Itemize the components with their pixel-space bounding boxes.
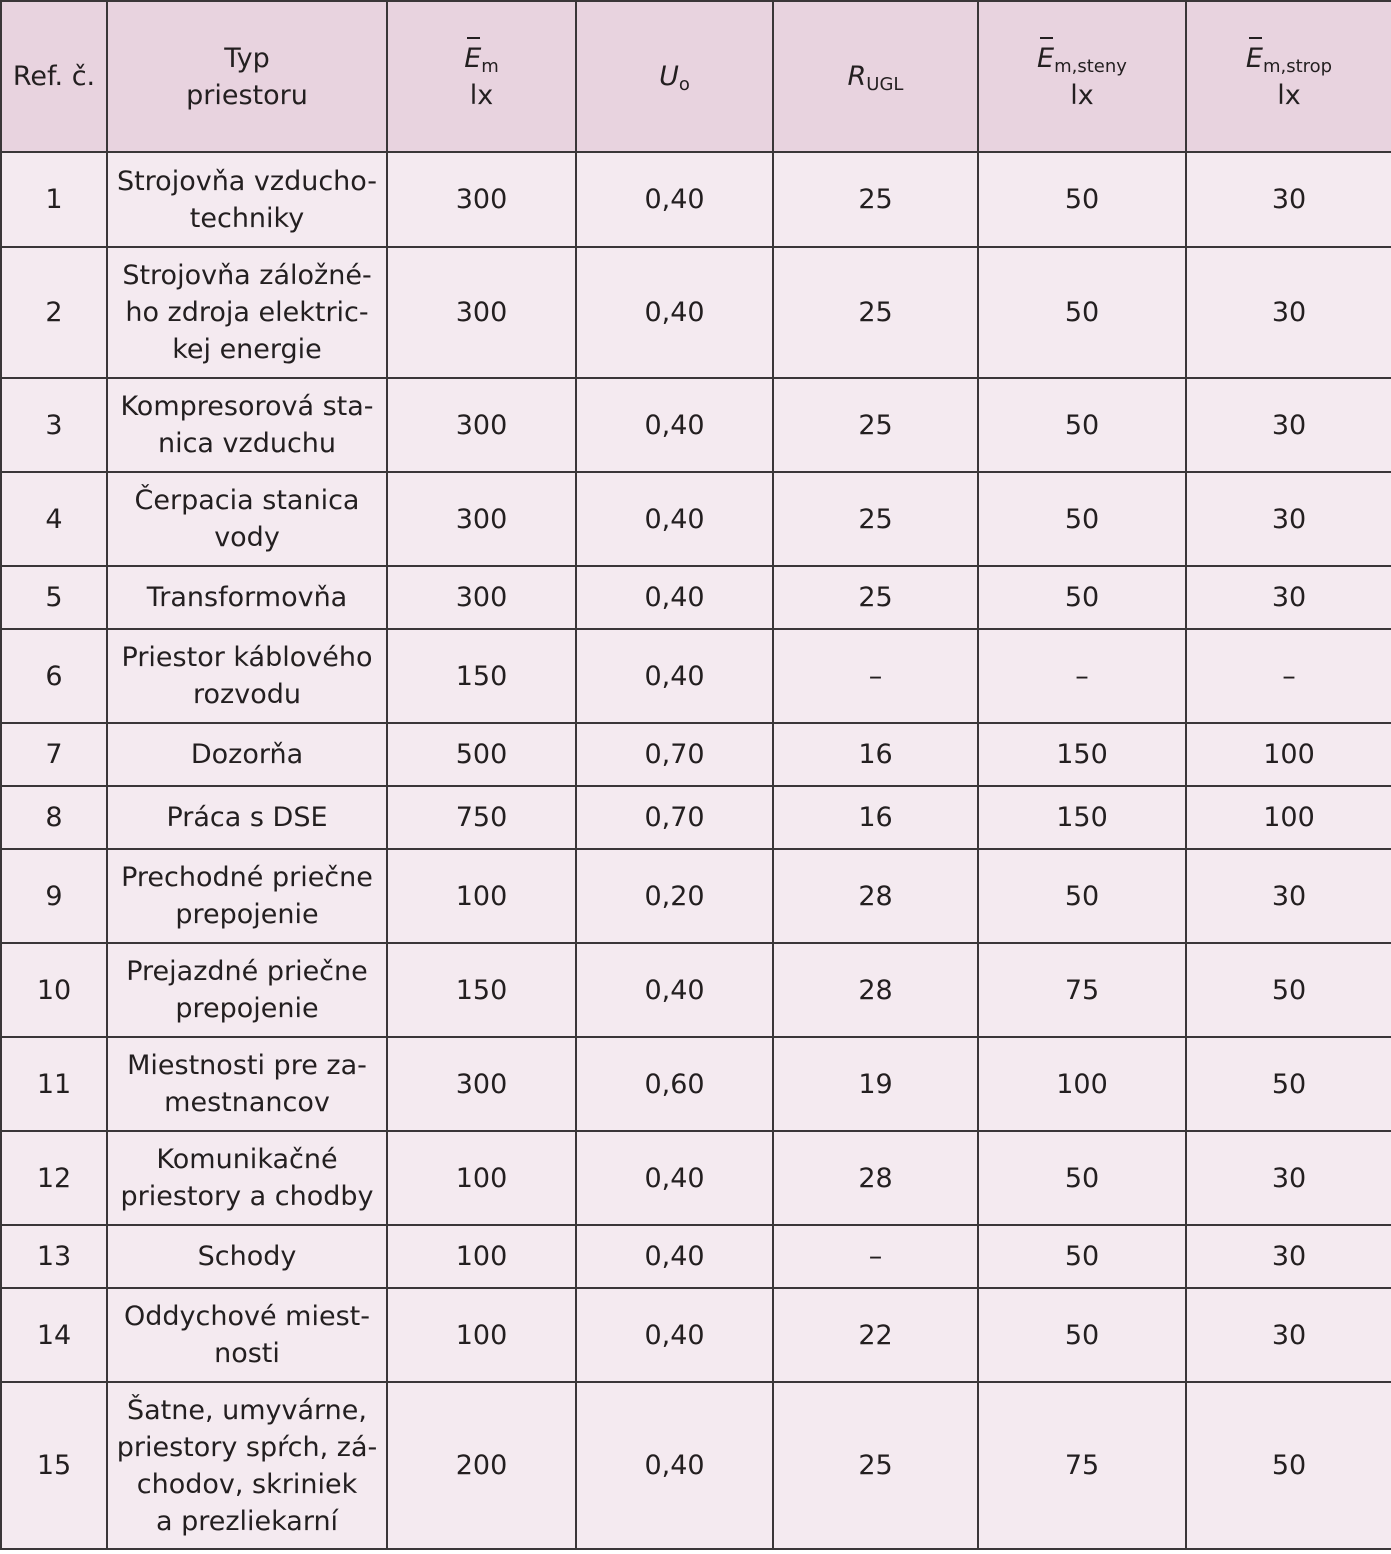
cell-ref: 10	[1, 943, 107, 1037]
cell-uo: 0,60	[576, 1037, 773, 1131]
cell-typ-line: chodov, skriniek	[136, 1468, 358, 1500]
header-typ-line2: priestoru	[186, 79, 308, 111]
cell-typ-line: nosti	[214, 1338, 280, 1369]
header-typ-line1: Typ	[224, 42, 270, 74]
cell-typ-priestoru	[107, 786, 387, 849]
cell-uo: 0,40	[576, 1131, 773, 1225]
table-row	[1, 1288, 1391, 1382]
table-row	[1, 1225, 1391, 1288]
cell-typ-priestoru	[107, 1225, 387, 1288]
header-em-strop	[1186, 1, 1391, 152]
cell-ref: 6	[1, 629, 107, 723]
cell-rugl: 19	[773, 1037, 978, 1131]
cell-em-steny: 50	[978, 849, 1186, 943]
table-row	[1, 723, 1391, 786]
cell-typ-priestoru	[107, 152, 387, 247]
cell-uo: 0,40	[576, 1382, 773, 1549]
cell-typ-priestoru	[107, 1288, 387, 1382]
cell-em: 100	[387, 849, 576, 943]
cell-typ-line: Strojovňa záložné-	[122, 260, 372, 291]
header-em-unit: lx	[469, 79, 494, 111]
cell-uo: 0,20	[576, 849, 773, 943]
cell-typ-line: Miestnosti pre za-	[127, 1050, 367, 1081]
cell-ref: 5	[1, 566, 107, 629]
header-em-strop-unit: lx	[1277, 79, 1301, 111]
cell-em: 200	[387, 1382, 576, 1549]
cell-em-steny: 150	[978, 786, 1186, 849]
cell-rugl: 22	[773, 1288, 978, 1382]
cell-uo: 0,40	[576, 629, 773, 723]
header-uo-letter: U	[659, 61, 679, 92]
header-em-strop-letter: E	[1246, 40, 1263, 77]
header-rugl-symbol	[847, 61, 904, 95]
cell-em-steny: 50	[978, 247, 1186, 378]
cell-em-strop: 30	[1186, 849, 1391, 943]
cell-rugl: 25	[773, 378, 978, 472]
cell-typ-priestoru	[107, 629, 387, 723]
cell-ref: 1	[1, 152, 107, 247]
cell-uo: 0,70	[576, 723, 773, 786]
cell-em: 100	[387, 1288, 576, 1382]
header-em	[387, 1, 576, 152]
cell-uo: 0,70	[576, 786, 773, 849]
cell-uo: 0,40	[576, 472, 773, 566]
cell-typ-priestoru	[107, 247, 387, 378]
cell-typ-line: Kompresorová sta-	[120, 391, 374, 422]
cell-typ-line: kej energie	[172, 334, 322, 365]
cell-typ-line: Dozorňa	[190, 739, 304, 770]
table-row	[1, 1037, 1391, 1131]
cell-ref: 3	[1, 378, 107, 472]
cell-typ-line: Komunikačné	[156, 1144, 338, 1175]
table-body	[1, 152, 1391, 1549]
header-ref-label: Ref. č.	[12, 61, 96, 92]
table-row	[1, 786, 1391, 849]
cell-em: 300	[387, 472, 576, 566]
cell-ref: 11	[1, 1037, 107, 1131]
cell-rugl: 25	[773, 472, 978, 566]
header-rugl-sub: UGL	[866, 74, 904, 95]
cell-em-steny: 75	[978, 943, 1186, 1037]
cell-typ-line: Čerpacia stanica	[134, 485, 360, 516]
cell-typ-line: vody	[214, 522, 280, 553]
cell-uo: 0,40	[576, 1225, 773, 1288]
cell-typ-priestoru	[107, 1382, 387, 1549]
cell-ref: 8	[1, 786, 107, 849]
header-em-steny-letter: E	[1037, 40, 1054, 77]
cell-em-steny: 50	[978, 152, 1186, 247]
cell-em-steny: 50	[978, 1131, 1186, 1225]
cell-ref: 15	[1, 1382, 107, 1549]
cell-typ-line: rozvodu	[193, 679, 301, 710]
cell-em-strop: –	[1186, 629, 1391, 723]
cell-uo: 0,40	[576, 943, 773, 1037]
cell-em: 300	[387, 566, 576, 629]
cell-typ-priestoru	[107, 566, 387, 629]
cell-em: 500	[387, 723, 576, 786]
cell-typ-priestoru	[107, 943, 387, 1037]
cell-em-steny: 50	[978, 1288, 1186, 1382]
header-rugl-letter: R	[847, 61, 867, 92]
cell-em-strop: 30	[1186, 247, 1391, 378]
cell-uo: 0,40	[576, 378, 773, 472]
header-em-steny-unit: lx	[1070, 79, 1094, 111]
cell-em-steny: 100	[978, 1037, 1186, 1131]
cell-em-strop: 50	[1186, 1037, 1391, 1131]
header-em-steny	[978, 1, 1186, 152]
header-em-strop-sub: m,strop	[1262, 55, 1333, 77]
header-em-steny-symbol	[985, 40, 1179, 77]
header-em-steny-sub: m,steny	[1054, 55, 1127, 77]
cell-rugl: 25	[773, 1382, 978, 1549]
cell-ref: 2	[1, 247, 107, 378]
cell-em-strop: 30	[1186, 1131, 1391, 1225]
cell-typ-line: prepojenie	[175, 899, 319, 930]
cell-em-strop: 30	[1186, 472, 1391, 566]
cell-ref: 14	[1, 1288, 107, 1382]
cell-typ-line: a prezliekarní	[155, 1505, 339, 1537]
table-row	[1, 378, 1391, 472]
cell-rugl: 25	[773, 566, 978, 629]
table-row	[1, 1382, 1391, 1549]
cell-typ-priestoru	[107, 1037, 387, 1131]
cell-typ-line: Prejazdné priečne	[126, 956, 368, 987]
cell-em-steny: 75	[978, 1382, 1186, 1549]
table-header-row	[1, 1, 1391, 152]
cell-ref: 7	[1, 723, 107, 786]
cell-uo: 0,40	[576, 152, 773, 247]
cell-em-strop: 30	[1186, 378, 1391, 472]
header-uo	[576, 1, 773, 152]
cell-typ-line: Prechodné priečne	[121, 862, 373, 893]
cell-typ-line: mestnancov	[164, 1087, 330, 1118]
cell-em-strop: 30	[1186, 1288, 1391, 1382]
header-em-sub: m	[481, 55, 499, 77]
cell-uo: 0,40	[576, 566, 773, 629]
cell-typ-line: Strojovňa vzducho-	[116, 165, 378, 197]
cell-rugl: 28	[773, 849, 978, 943]
cell-rugl: –	[773, 629, 978, 723]
cell-typ-priestoru	[107, 849, 387, 943]
cell-ref: 12	[1, 1131, 107, 1225]
cell-em-strop: 30	[1186, 152, 1391, 247]
table-row	[1, 1131, 1391, 1225]
table-row	[1, 849, 1391, 943]
cell-em-steny: 50	[978, 1225, 1186, 1288]
table-row	[1, 566, 1391, 629]
cell-ref: 4	[1, 472, 107, 566]
cell-typ-priestoru	[107, 723, 387, 786]
cell-ref: 9	[1, 849, 107, 943]
cell-typ-line: Schody	[197, 1241, 297, 1272]
cell-em-steny: 50	[978, 472, 1186, 566]
header-uo-sub: o	[678, 74, 690, 95]
cell-typ-priestoru	[107, 472, 387, 566]
cell-rugl: 25	[773, 152, 978, 247]
table-row	[1, 629, 1391, 723]
cell-em-steny: 50	[978, 566, 1186, 629]
cell-typ-priestoru	[107, 1131, 387, 1225]
cell-typ-line: prepojenie	[175, 993, 319, 1024]
cell-em-strop: 50	[1186, 1382, 1391, 1549]
cell-em-strop: 100	[1186, 723, 1391, 786]
cell-rugl: 16	[773, 723, 978, 786]
cell-em-strop: 30	[1186, 1225, 1391, 1288]
cell-ref: 13	[1, 1225, 107, 1288]
cell-em-strop: 100	[1186, 786, 1391, 849]
table-row	[1, 472, 1391, 566]
cell-em: 750	[387, 786, 576, 849]
cell-em: 300	[387, 247, 576, 378]
table-row	[1, 247, 1391, 378]
cell-em: 150	[387, 629, 576, 723]
cell-typ-line: Práca s DSE	[166, 802, 328, 833]
cell-typ-line: nica vzduchu	[157, 428, 337, 459]
cell-em: 100	[387, 1225, 576, 1288]
cell-typ-line: priestory a chodby	[120, 1181, 374, 1212]
cell-uo: 0,40	[576, 247, 773, 378]
cell-em: 300	[387, 378, 576, 472]
cell-em-strop: 50	[1186, 943, 1391, 1037]
cell-typ-line: techniky	[189, 202, 305, 234]
header-em-strop-symbol	[1193, 40, 1385, 77]
cell-typ-priestoru	[107, 378, 387, 472]
table-row	[1, 152, 1391, 247]
cell-em-steny: 50	[978, 378, 1186, 472]
cell-em: 100	[387, 1131, 576, 1225]
cell-typ-line: Šatne, umyvárne,	[126, 1394, 367, 1426]
cell-rugl: 25	[773, 247, 978, 378]
cell-rugl: –	[773, 1225, 978, 1288]
cell-em-strop: 30	[1186, 566, 1391, 629]
cell-rugl: 28	[773, 943, 978, 1037]
cell-em: 150	[387, 943, 576, 1037]
table-row	[1, 943, 1391, 1037]
cell-em-steny: 150	[978, 723, 1186, 786]
cell-em-steny: –	[978, 629, 1186, 723]
cell-em: 300	[387, 152, 576, 247]
cell-em: 300	[387, 1037, 576, 1131]
header-typ-priestoru	[107, 1, 387, 152]
cell-uo: 0,40	[576, 1288, 773, 1382]
cell-typ-line: Priestor káblového	[121, 642, 373, 673]
header-em-symbol	[394, 40, 569, 77]
cell-typ-line: ho zdroja elektric-	[125, 297, 369, 328]
header-em-letter: E	[464, 40, 481, 77]
header-ref	[1, 1, 107, 152]
cell-typ-line: priestory spŕch, zá-	[116, 1431, 378, 1463]
cell-rugl: 28	[773, 1131, 978, 1225]
cell-typ-line: Transformovňa	[146, 582, 348, 613]
header-rugl	[773, 1, 978, 152]
header-uo-symbol	[659, 61, 690, 95]
cell-typ-line: Oddychové miest-	[124, 1301, 370, 1332]
cell-rugl: 16	[773, 786, 978, 849]
